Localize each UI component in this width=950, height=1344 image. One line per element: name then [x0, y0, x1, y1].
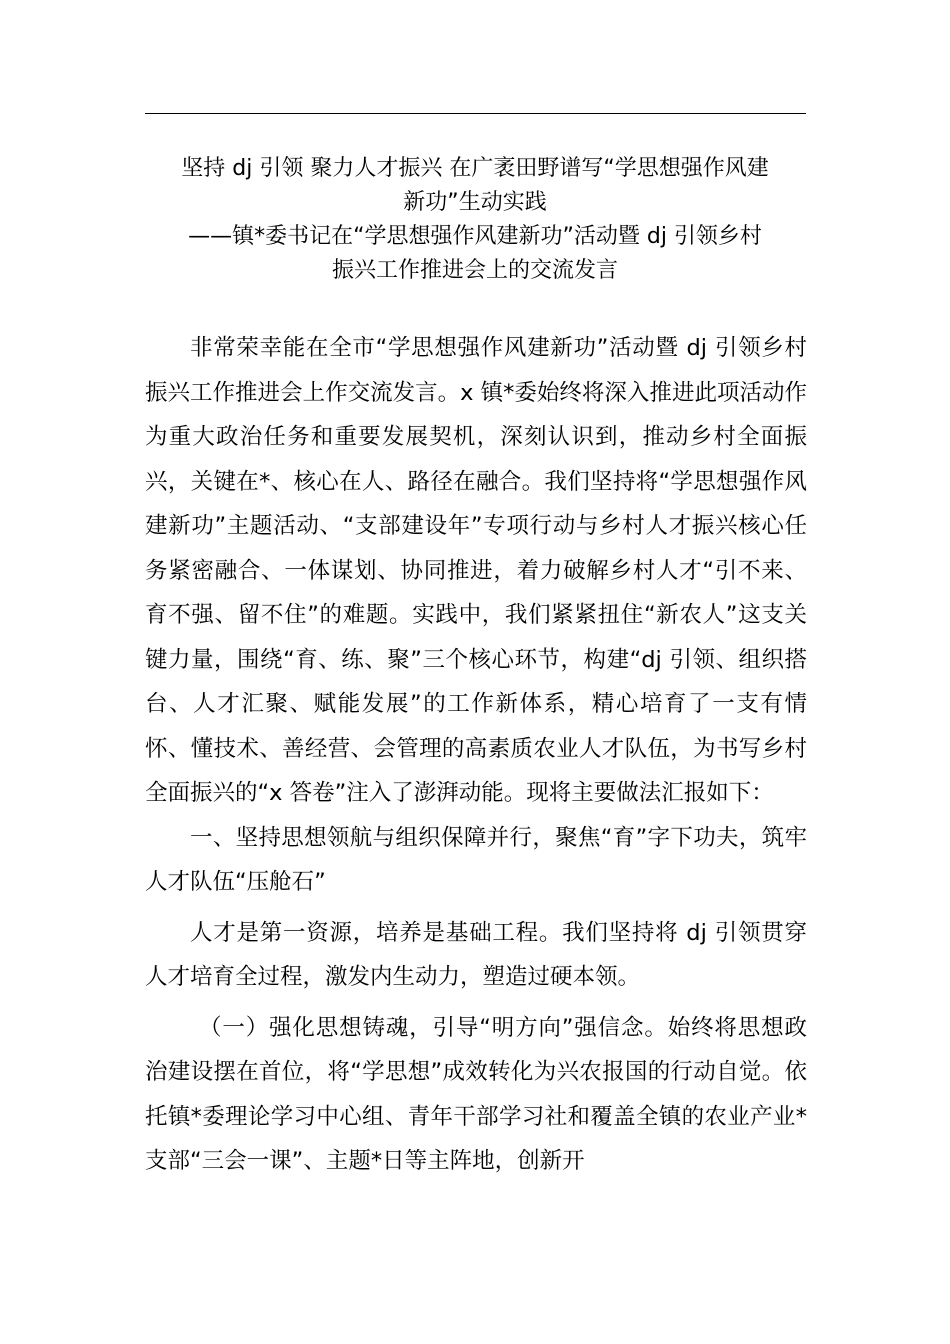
body-text [145, 326, 807, 1184]
subtitle-line-2: 振兴工作推进会上的交流发言 [331, 258, 618, 283]
paragraph-subsection-1: （一）强化思想铸魂，引导“明方向”强信念。始终将思想政治建设摆在首位，将“学思想”成效转化为兴农报国的行动自觉。依托镇*委理论学习中心组、青年干部学习社和覆盖全镇的农业产业*支部“三会一课”、主题*日等主阵地，创新开 [145, 1014, 807, 1174]
title-block [110, 152, 840, 288]
section-heading-1: 一、坚持思想领航与组织保障并行，聚焦“育”字下功夫，筑牢人才队伍“压舱石” [145, 824, 807, 895]
header-rule [145, 113, 806, 114]
title-line-2: 新功”生动实践 [403, 190, 547, 215]
subtitle-line-1: ——镇*委书记在“学思想强作风建新功”活动暨 dj 引领乡村 [188, 224, 762, 249]
title-line-1: 坚持 dj 引领 聚力人才振兴 在广袤田野谱写“学思想强作风建 [181, 156, 769, 181]
paragraph-section-1: 人才是第一资源，培养是基础工程。我们坚持将 dj 引领贯穿人才培育全过程，激发内生动力，塑造过硬本领。 [145, 919, 807, 990]
paragraph-intro: 非常荣幸能在全市“学思想强作风建新功”活动暨 dj 引领乡村振兴工作推进会上作交流发言。x 镇*委始终将深入推进此项活动作为重大政治任务和重要发展契机，深刻认识到，推动乡村全面振兴，关键在*、核心在人、路径在融合。我们坚持将“学思想强作风建新功”主题活动、“支部建设年”专项行动与乡村人才振兴核心任务紧密融合、一体谋划、协同推进，着力破解乡村人才“引不来、育不强、留不住”的难题。实践中，我们紧紧扭住“新农人”这支关键力量，围绕“育、练、聚”三个核心环节，构建“dj 引领、组织搭台、人才汇聚、赋能发展”的工作新体系，精心培育了一支有情怀、懂技术、善经营、会管理的高素质农业人才队伍，为书写乡村全面振兴的“x 答卷”注入了澎湃动能。现将主要做法汇报如下： [145, 335, 807, 806]
